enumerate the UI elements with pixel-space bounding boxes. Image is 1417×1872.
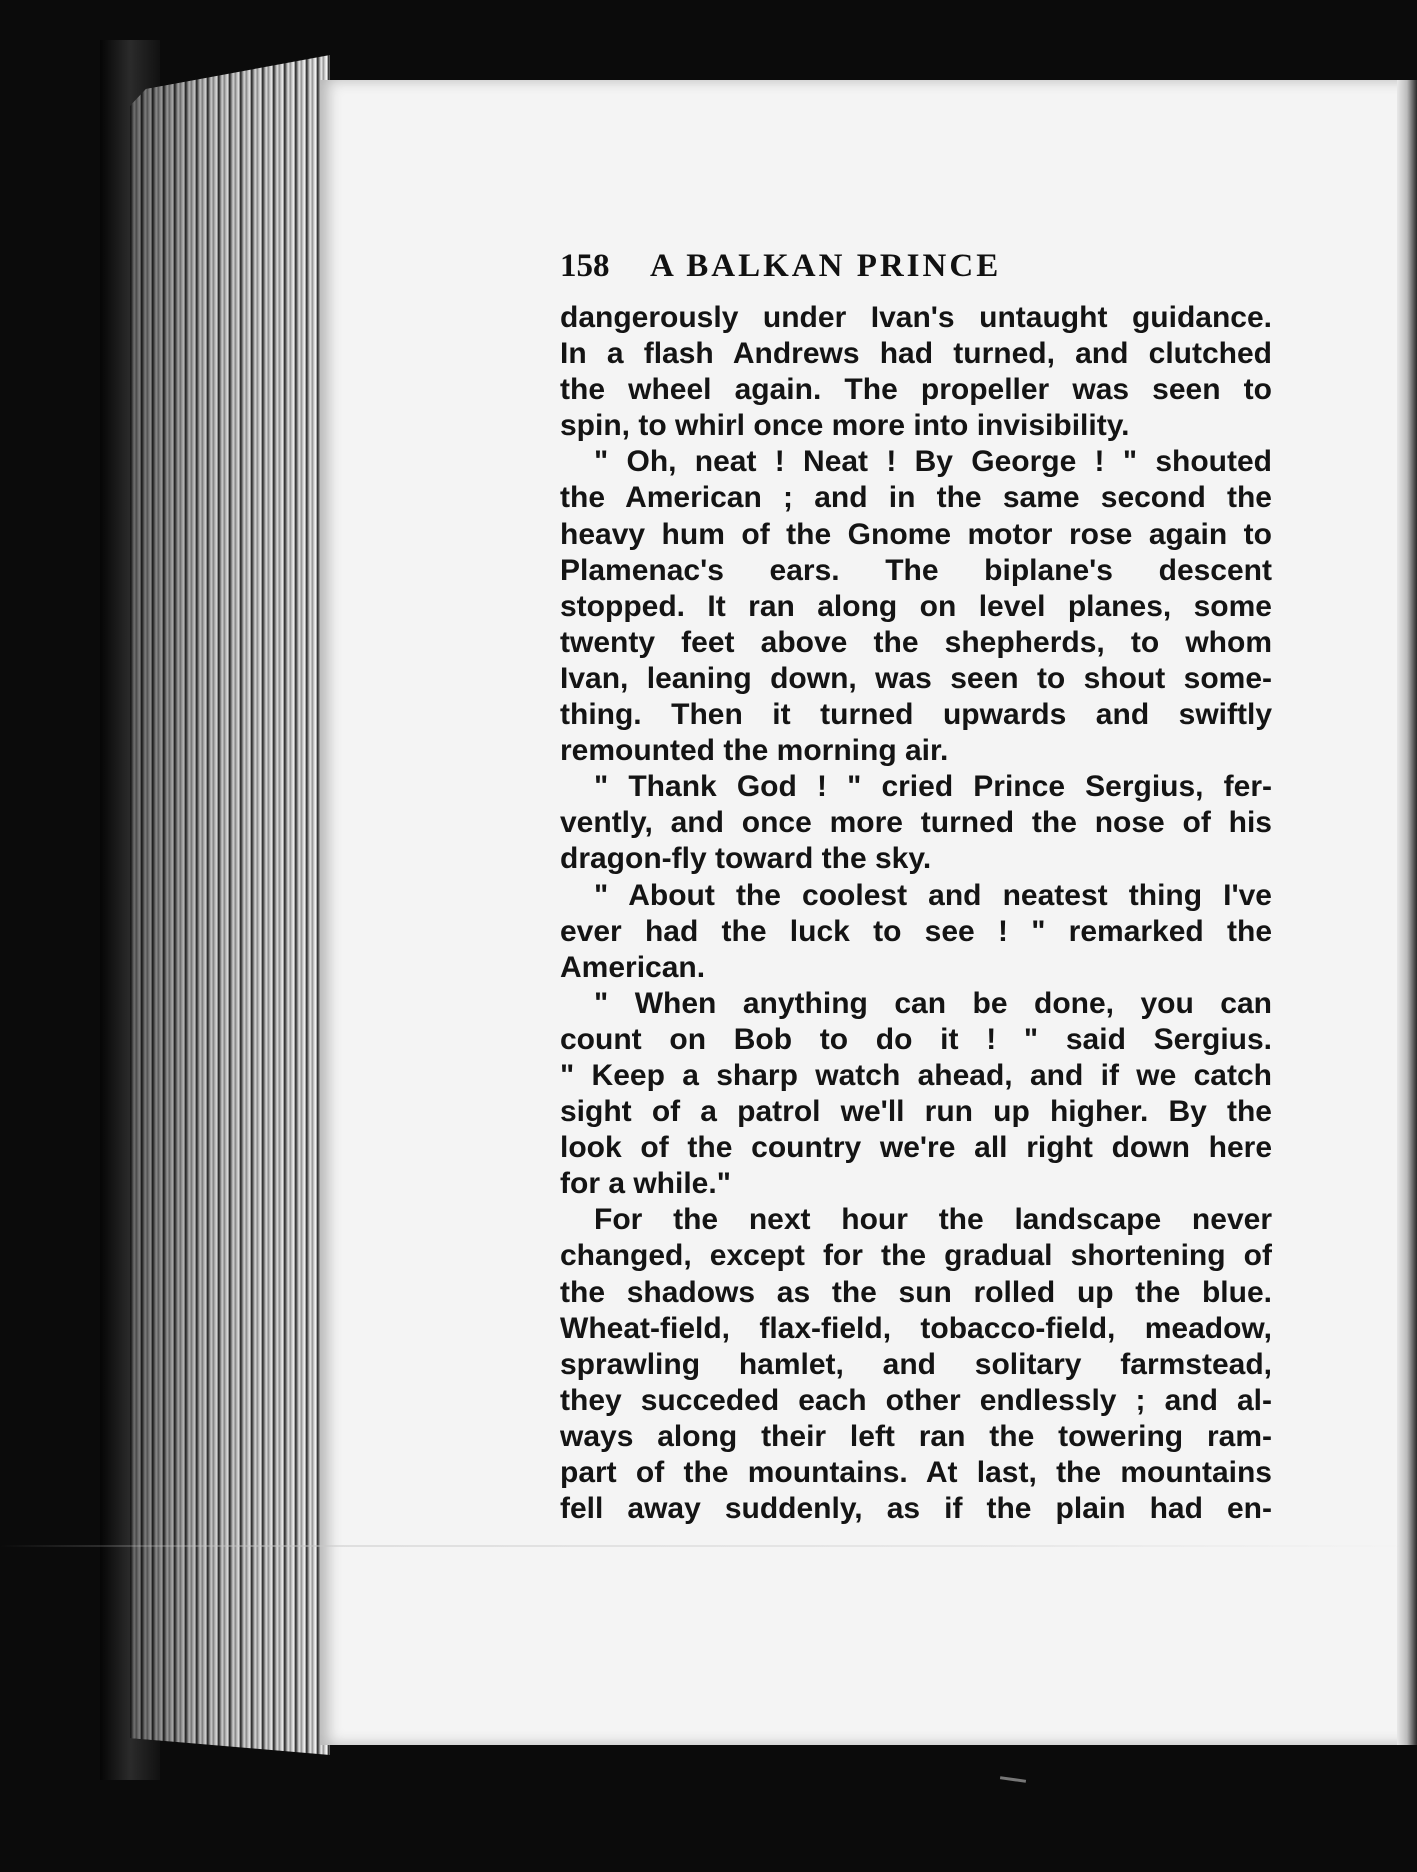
text-line: heavy hum of the Gnome motor rose again to bbox=[560, 517, 1272, 551]
text-line: the shadows as the sun rolled up the blue. bbox=[560, 1275, 1272, 1309]
page-right-edge bbox=[1397, 80, 1417, 1745]
text-line: for a while." bbox=[560, 1167, 731, 1201]
text-line: American. bbox=[560, 950, 706, 984]
text-line: stopped. It ran along on level planes, some bbox=[560, 589, 1272, 623]
body-text bbox=[560, 300, 1272, 1527]
text-line: look of the country we're all right down here bbox=[560, 1131, 1272, 1165]
text-line: the American ; and in the same second the bbox=[560, 481, 1272, 515]
text-line: vently, and once more turned the nose of his bbox=[560, 806, 1272, 840]
text-line: In a flash Andrews had turned, and clutched bbox=[560, 337, 1272, 371]
text-line: " About the coolest and neatest thing I've bbox=[594, 878, 1272, 912]
text-line: " Oh, neat ! Neat ! By George ! " shouted bbox=[594, 445, 1272, 479]
scan-artifact-line bbox=[0, 1545, 1417, 1547]
text-line: " When anything can be done, you can bbox=[594, 986, 1272, 1020]
text-line: Wheat-field, flax-field, tobacco-field, meadow, bbox=[560, 1311, 1272, 1345]
text-line: sprawling hamlet, and solitary farmstead, bbox=[560, 1347, 1272, 1381]
text-line: part of the mountains. At last, the mountains bbox=[560, 1456, 1272, 1489]
text-line: Ivan, leaning down, was seen to shout some- bbox=[560, 661, 1272, 695]
text-line: Plamenac's ears. The biplane's descent bbox=[560, 553, 1272, 587]
text-line: ways along their left ran the towering ram- bbox=[560, 1419, 1272, 1453]
text-line: spin, to whirl once more into invisibility. bbox=[560, 409, 1130, 443]
text-line: changed, except for the gradual shortening of bbox=[560, 1239, 1272, 1273]
text-line: the wheel again. The propeller was seen to bbox=[560, 373, 1272, 407]
text-line: count on Bob to do it ! " said Sergius. bbox=[560, 1022, 1272, 1056]
text-line: " Thank God ! " cried Prince Sergius, fer- bbox=[594, 770, 1272, 804]
running-head-title: A BALKAN PRINCE bbox=[650, 248, 1002, 284]
text-line: ever had the luck to see ! " remarked the bbox=[560, 914, 1272, 948]
page-edges bbox=[130, 55, 330, 1755]
text-line: sight of a patrol we'll run up higher. By the bbox=[560, 1095, 1272, 1129]
text-line: fell away suddenly, as if the plain had en- bbox=[560, 1492, 1272, 1526]
text-line: remounted the morning air. bbox=[560, 734, 949, 768]
scan-mark bbox=[1000, 1776, 1026, 1783]
text-line: dangerously under Ivan's untaught guidance. bbox=[560, 301, 1272, 334]
text-line: dragon-fly toward the sky. bbox=[560, 842, 932, 876]
page-number: 158 bbox=[560, 248, 610, 284]
text-line: twenty feet above the shepherds, to whom bbox=[560, 625, 1272, 659]
text-line: " Keep a sharp watch ahead, and if we catch bbox=[560, 1058, 1272, 1092]
running-header bbox=[560, 248, 1120, 285]
text-line: they succeded each other endlessly ; and al- bbox=[560, 1383, 1272, 1417]
text-line: For the next hour the landscape never bbox=[594, 1203, 1272, 1237]
text-line: thing. Then it turned upwards and swiftly bbox=[560, 698, 1272, 732]
